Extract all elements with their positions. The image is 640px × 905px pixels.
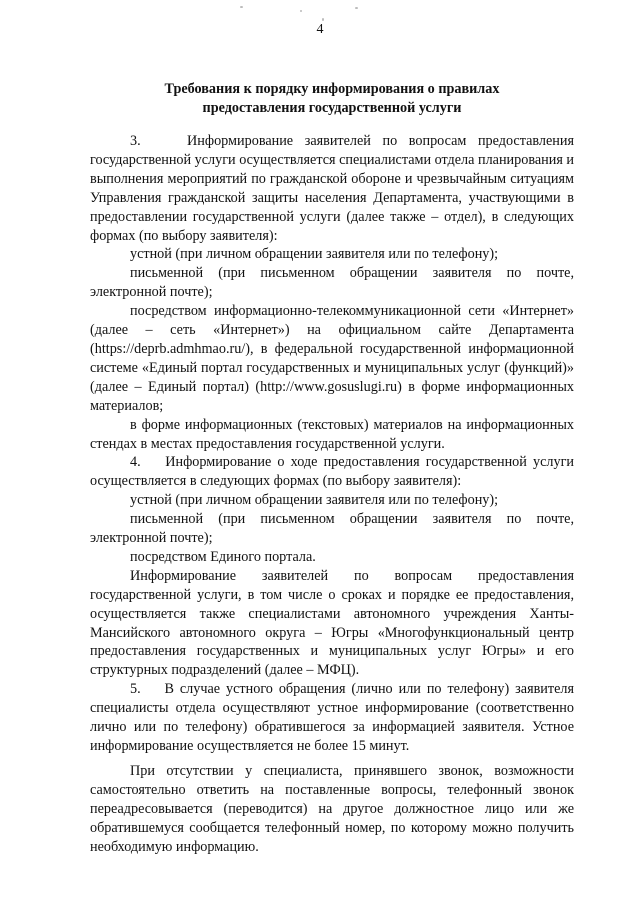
- paragraph-mfc: Информирование заявителей по вопросам предоставления государственной услуги, в том числе о сроках и порядке ее предоставления, осуществляется также специалистами автономного учреждения Ханты-Мансийского автономного округа – Югры «Многофункциональный центр предоставления государственных и муниципальных услуг Югры» и его структурных подразделений (далее – МФЦ).: [90, 567, 574, 679]
- paragraph-internet-form: посредством информационно-телекоммуникационной сети «Интернет» (далее – сеть «Интернет») на официальном сайте Департамента (https://deprb.admhmao.ru/), в федеральной государственной информационной системе «Единый портал государственных и муниципальных услуг (функций)» (далее – Единый портал) (http://www.gosuslugi.ru) в форме информационных материалов;: [90, 303, 574, 414]
- page-number: 4: [316, 22, 324, 37]
- paragraph-4: 4. Информирование о ходе предоставления государственной услуги осуществляется в следующих формах (по выбору заявителя):: [90, 454, 574, 490]
- paragraph-5: 5. В случае устного обращения (лично или по телефону) заявителя специалисты отдела осуществляют устное информирование (соответственно лично или по телефону) обратившегося за информацией заявителя. Устное информирование осуществляется не более 15 минут.: [90, 681, 574, 754]
- paragraph-written-form: письменной (при письменном обращении заявителя по почте, электронной почте);: [90, 265, 574, 301]
- scan-speck: [240, 6, 243, 8]
- scan-speck: [300, 10, 302, 12]
- scan-speck: [322, 18, 324, 21]
- paragraph-3: 3. Информирование заявителей по вопросам предоставления государственной услуги осуществляется специалистами отдела планирования и выполнения мероприятий по гражданской обороне и чрезвычайным ситуациям Управления гражданской защиты населения Департамента, участвующими в предоставлении государственной услуги (далее также – отдел), в следующих формах (по выбору заявителя):: [90, 133, 574, 244]
- paragraph-written-form-2: письменной (при письменном обращении заявителя по почте, электронной почте);: [90, 511, 574, 547]
- paragraph-stands-form: в форме информационных (текстовых) материалов на информационных стендах в местах предоставления государственной услуги.: [90, 416, 574, 452]
- paragraph-portal-form: посредством Единого портала.: [130, 548, 316, 565]
- section-title-line-1: Требования к порядку информирования о правилах: [164, 81, 500, 97]
- section-title-line-2: предоставления государственной услуги: [202, 100, 462, 116]
- paragraph-redirect: При отсутствии у специалиста, принявшего звонок, возможности самостоятельно ответить на поставленные вопросы, телефонный звонок переадресовывается (переводится) на другое должностное лицо или же обратившемуся сообщается телефонный номер, по которому можно получить необходимую информацию.: [90, 762, 574, 855]
- section-title: [90, 80, 574, 118]
- document-body: [90, 132, 574, 856]
- paragraph-oral-form: устной (при личном обращении заявителя или по телефону);: [130, 246, 499, 263]
- paragraph-oral-form-2: устной (при личном обращении заявителя или по телефону);: [130, 492, 499, 509]
- scan-speck: [355, 7, 358, 9]
